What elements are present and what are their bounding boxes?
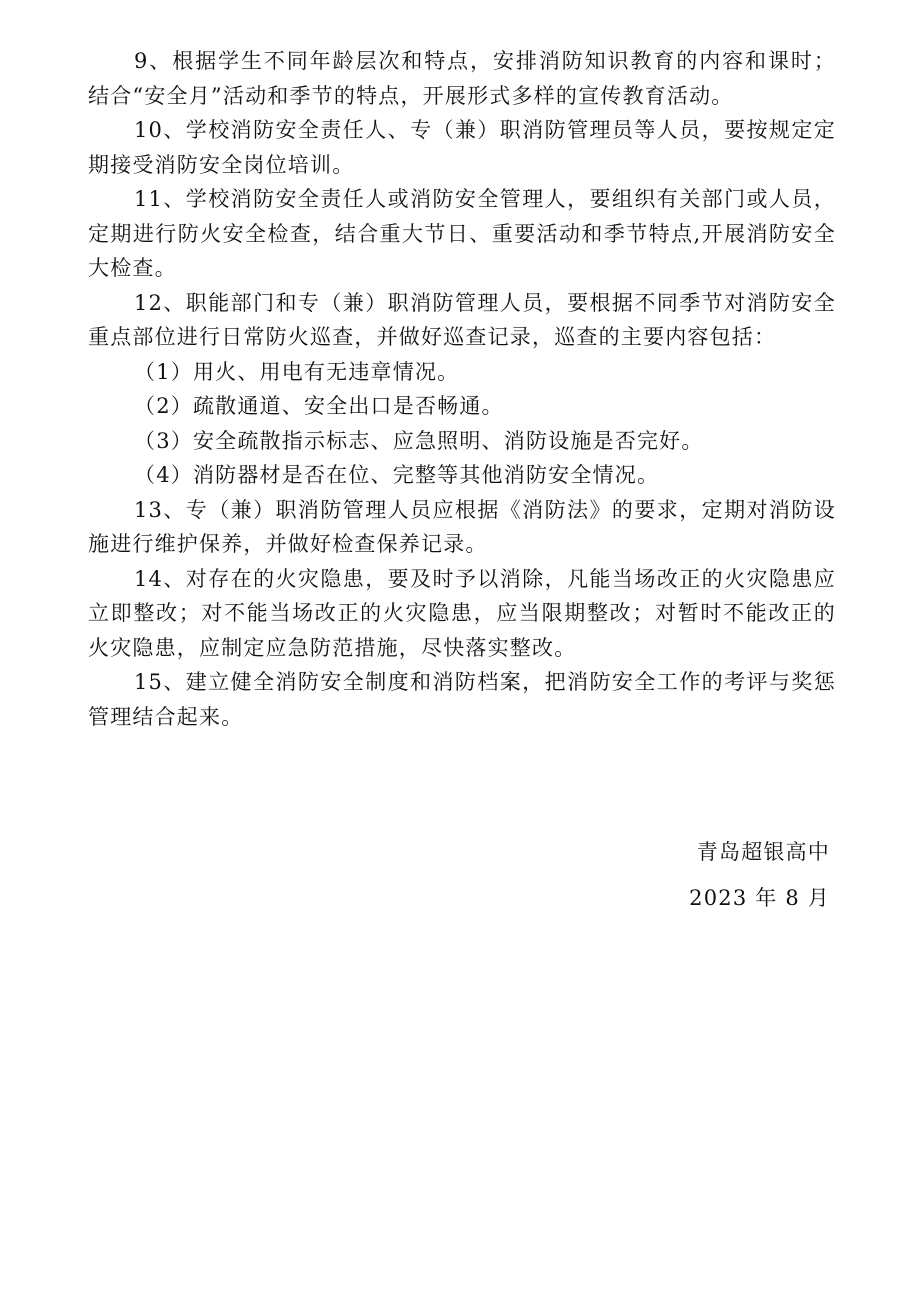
document-body — [88, 44, 836, 734]
sub-item-3: （3）安全疏散指示标志、应急照明、消防设施是否完好。 — [134, 428, 704, 453]
paragraph-9: 9、根据学生不同年龄层次和特点，安排消防知识教育的内容和课时；结合“安全月”活动和季节的特点，开展形式多样的宣传教育活动。 — [88, 49, 836, 108]
paragraph-12: 12、职能部门和专（兼）职消防管理人员，要根据不同季节对消防安全重点部位进行日常防火巡查，并做好巡查记录，巡查的主要内容包括： — [88, 290, 836, 349]
paragraph-15: 15、建立健全消防安全制度和消防档案，把消防安全工作的考评与奖惩管理结合起来。 — [88, 670, 836, 729]
sub-item-1: （1）用火、用电有无违章情况。 — [134, 359, 460, 384]
paragraph-14: 14、对存在的火灾隐患，要及时予以消除，凡能当场改正的火灾隐患应立即整改；对不能当场改正的火灾隐患，应当限期整改；对暂时不能改正的火灾隐患，应制定应急防范措施，尽快落实整改。 — [88, 566, 836, 660]
sub-item-4: （4）消防器材是否在位、完整等其他消防安全情况。 — [134, 463, 660, 487]
sub-item-2: （2）疏散通道、安全出口是否畅通。 — [134, 394, 504, 418]
paragraph-11: 11、学校消防安全责任人或消防安全管理人，要组织有关部门或人员，定期进行防火安全检查，结合重大节日、重要活动和季节特点,开展消防安全大检查。 — [88, 187, 836, 280]
signature-date: 2023 年 8 月 — [689, 886, 830, 910]
signature-organization: 青岛超银高中 — [696, 840, 830, 864]
paragraph-13: 13、专（兼）职消防管理人员应根据《消防法》的要求，定期对消防设施进行维护保养，并做好检查保养记录。 — [88, 497, 836, 556]
paragraph-10: 10、学校消防安全责任人、专（兼）职消防管理员等人员，要按规定定期接受消防安全岗位培训。 — [88, 118, 836, 177]
